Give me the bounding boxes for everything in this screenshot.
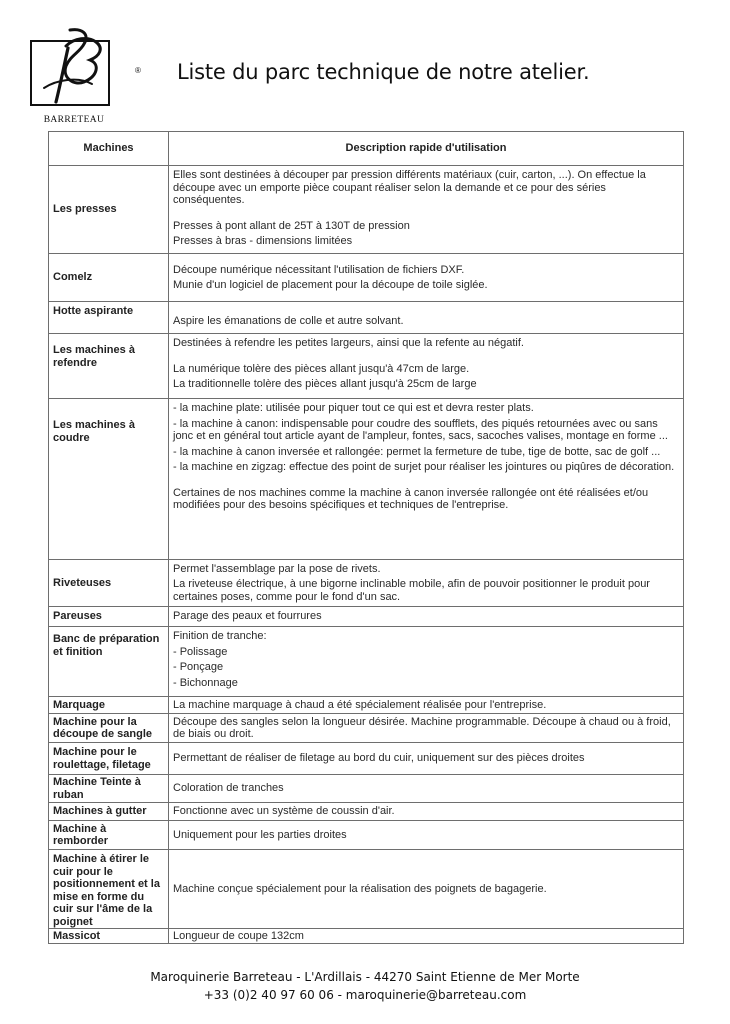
machine-description (169, 803, 684, 821)
machine-description (169, 821, 684, 850)
footer-address: Maroquinerie Barreteau - L'Ardillais - 44270 Saint Etienne de Mer Morte (150, 970, 580, 984)
machine-description (169, 607, 684, 627)
description-line: Découpe numérique nécessitant l'utilisation de fichiers DXF. (173, 263, 465, 276)
machine-description (169, 560, 684, 607)
description-line: La traditionnelle tolère des pièces allant jusqu'à 25cm de large (173, 378, 477, 390)
description-line: - la machine en zigzag: effectue des point de surjet pour réaliser les jointures ou piqûres de décoration. (173, 461, 675, 473)
description-line: Uniquement pour les parties droites (173, 828, 347, 841)
description-line: Elles sont destinées à découper par pression différents matériaux (cuir, carton, ...). On effectue la découpe avec un emporte pièce coupant réaliser selon la demande et ce pour des séries conséquentes. (173, 169, 646, 206)
description-line: Permettant de réaliser de filetage au bord du cuir, uniquement sur des pièces droites (173, 752, 585, 765)
machine-name: Machine à remborder (49, 821, 169, 850)
table-row (49, 803, 684, 821)
description-line: Machine conçue spécialement pour la réalisation des poignets de bagagerie. (173, 882, 547, 895)
table-row (49, 743, 684, 775)
machine-name: Les machines à refendre (49, 334, 169, 399)
logo-text: BARRETEAU (43, 115, 105, 125)
table-row (49, 166, 684, 254)
machine-name: Machine à étirer le cuir pour le positionnement et la mise en forme du cuir sur l'âme de la poignet (49, 850, 169, 929)
machine-name: Les presses (49, 166, 169, 254)
description-line: Coloration de tranches (173, 782, 284, 795)
table-row (49, 254, 684, 302)
description-line: Parage des peaux et fourrures (173, 610, 322, 623)
machine-name: Machine pour la découpe de sangle (49, 714, 169, 743)
table-row (49, 334, 684, 399)
machine-description (169, 627, 684, 697)
description-line: Découpe des sangles selon la longueur désirée. Machine programmable. Découpe à chaud ou à froid, de biais ou droit. (173, 715, 671, 740)
machine-name: Les machines à coudre (49, 399, 169, 560)
description-line: Destinées à refendre les petites largeurs, ainsi que la refente au négatif. (173, 337, 524, 349)
column-header-description: Description rapide d'utilisation (169, 132, 684, 166)
table-row (49, 775, 684, 803)
machine-name: Machine pour le roulettage, filetage (49, 743, 169, 775)
table-row (49, 929, 684, 944)
description-line: - la machine à canon inversée et rallongée: permet la fermeture de tube, tige de botte, sac de golf ... (173, 445, 661, 458)
machine-name: Massicot (49, 929, 169, 944)
machine-name: Machine Teinte à ruban (49, 775, 169, 803)
machine-description (169, 302, 684, 334)
description-line: - Polissage (173, 645, 228, 658)
description-line: La numérique tolère des pièces allant jusqu'à 47cm de large. (173, 362, 470, 375)
machine-name: Machines à gutter (49, 803, 169, 821)
description-line: Certaines de nos machines comme la machine à canon inversée rallongée ont été réalisées et/ou modifiées pour des besoins spécifiques et techniques de l'entreprise. (173, 486, 649, 511)
description-line: - la machine à canon: indispensable pour coudre des soufflets, des piqués retournées avec ou sans jonc et en général tout article ayant de l'ampleur, fontes, sacs, sacoches valises, montage en forme ... (173, 417, 668, 442)
machine-name: Pareuses (49, 607, 169, 627)
table-row (49, 560, 684, 607)
description-line: La machine marquage à chaud a été spécialement réalisée pour l'entreprise. (173, 698, 547, 711)
description-line: Presses à bras - dimensions limitées (173, 235, 353, 247)
table-row (49, 607, 684, 627)
machine-description (169, 334, 684, 399)
logo-monogram-icon (30, 26, 116, 108)
machine-name: Banc de préparation et finition (49, 627, 169, 697)
equipment-table (48, 131, 684, 944)
description-line: La riveteuse électrique, à une bigorne inclinable mobile, afin de pouvoir positionner le produit pour certaines poses, comme pour le fond d'un sac. (173, 578, 650, 603)
machine-description (169, 166, 684, 254)
table-row (49, 714, 684, 743)
registered-mark: ® (135, 66, 141, 75)
description-line: - Ponçage (173, 661, 224, 673)
machine-description (169, 697, 684, 714)
table-row (49, 302, 684, 334)
barreteau-logo (30, 26, 141, 125)
machine-description (169, 775, 684, 803)
description-line: Munie d'un logiciel de placement pour la découpe de toile siglée. (173, 279, 488, 291)
machine-name: Marquage (49, 697, 169, 714)
machine-description (169, 929, 684, 944)
machine-description (169, 254, 684, 302)
machine-description (169, 850, 684, 929)
column-header-machines: Machines (49, 132, 169, 166)
machine-description (169, 743, 684, 775)
description-line: Permet l'assemblage par la pose de rivets. (173, 562, 381, 575)
description-line: Finition de tranche: (173, 630, 267, 642)
table-header-row (49, 132, 684, 166)
description-line: Presses à pont allant de 25T à 130T de pression (173, 219, 410, 232)
description-line: - Bichonnage (173, 676, 238, 689)
description-line: Fonctionne avec un système de coussin d'air. (173, 805, 395, 818)
table-row (49, 399, 684, 560)
table-row (49, 850, 684, 929)
table-row (49, 821, 684, 850)
machine-name: Comelz (49, 254, 169, 302)
description-line: Aspire les émanations de colle et autre solvant. (173, 315, 404, 328)
machine-name: Riveteuses (49, 560, 169, 607)
description-line: - la machine plate: utilisée pour piquer tout ce qui est et devra rester plats. (173, 402, 534, 414)
machine-description (169, 714, 684, 743)
table-row (49, 697, 684, 714)
machine-name: Hotte aspirante (49, 302, 169, 334)
table-row (49, 627, 684, 697)
footer-contact: +33 (0)2 40 97 60 06 - maroquinerie@barreteau.com (203, 988, 527, 1002)
description-line: Longueur de coupe 132cm (173, 929, 304, 942)
page-title: Liste du parc technique de notre atelier. (177, 60, 590, 84)
machine-description (169, 399, 684, 560)
